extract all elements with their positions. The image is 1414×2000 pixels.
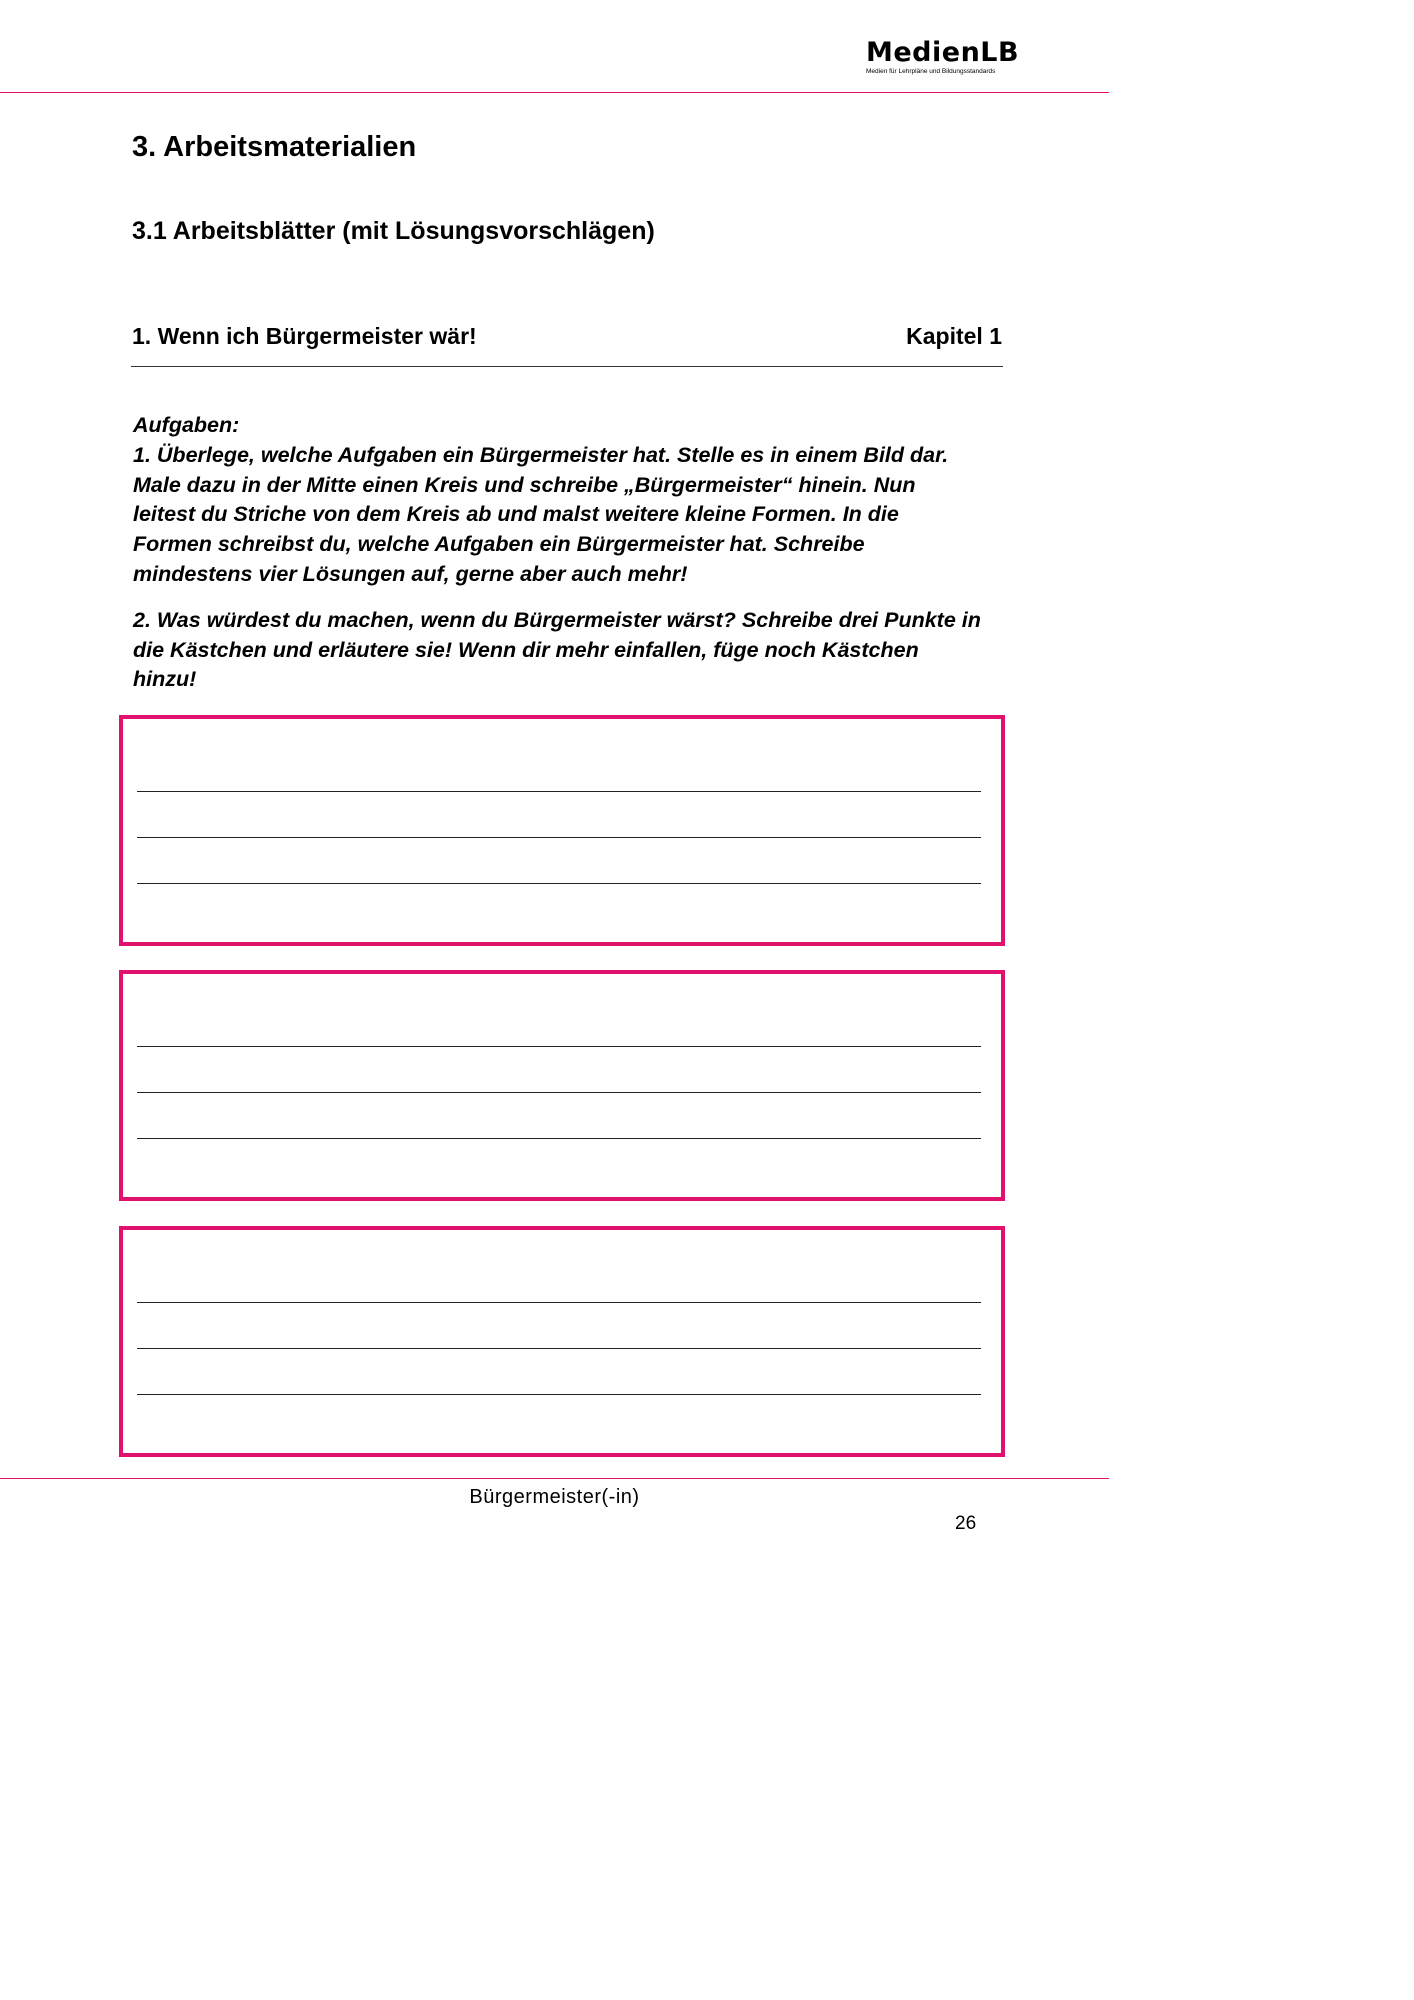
- writing-line[interactable]: [137, 1092, 981, 1093]
- header-divider: [0, 92, 1109, 93]
- worksheet-title: 1. Wenn ich Bürgermeister wär!: [132, 323, 477, 349]
- section-subtitle: 3.1 Arbeitsblätter (mit Lösungsvorschlägen): [132, 217, 655, 245]
- writing-line[interactable]: [137, 1302, 981, 1303]
- logo-name: MedienLB: [866, 37, 1020, 68]
- writing-line[interactable]: [137, 791, 981, 792]
- answer-box-2[interactable]: [119, 970, 1005, 1201]
- writing-line[interactable]: [137, 1046, 981, 1047]
- task-2-text: 2. Was würdest du machen, wenn du Bürgermeister wärst? Schreibe drei Punkte in die Kästchen und erläutere sie! Wenn dir mehr einfallen, füge noch Kästchen hinzu!: [133, 607, 981, 692]
- writing-line[interactable]: [137, 837, 981, 838]
- worksheet-divider: [131, 366, 1003, 367]
- answer-box-1[interactable]: [119, 715, 1005, 946]
- answer-box-3[interactable]: [119, 1226, 1005, 1457]
- writing-line[interactable]: [137, 1394, 981, 1395]
- writing-line[interactable]: [137, 1138, 981, 1139]
- task-instructions: [133, 411, 983, 695]
- logo-tagline: Medien für Lehrpläne und Bildungsstandards: [866, 68, 996, 75]
- logo: [866, 38, 1018, 76]
- section-title: 3. Arbeitsmaterialien: [132, 131, 417, 163]
- worksheet-header: [132, 323, 1002, 355]
- writing-line[interactable]: [137, 1348, 981, 1349]
- footer-title: Bürgermeister(-in): [469, 1486, 640, 1508]
- tasks-heading: Aufgaben:: [133, 413, 240, 437]
- page-number: 26: [955, 1513, 977, 1534]
- chapter-label: Kapitel 1: [906, 323, 1002, 349]
- task-1-text: 1. Überlege, welche Aufgaben ein Bürgermeister hat. Stelle es in einem Bild dar. Male dazu in der Mitte einen Kreis und schreibe „Bürgermeister“ hinein. Nun leitest du Striche von dem Kreis ab und malst weitere kleine Formen. In die Formen schreibst du, welche Aufgaben ein Bürgermeister hat. Schreibe mindestens vier Lösungen auf, gerne aber auch mehr!: [133, 442, 949, 586]
- footer-divider: [0, 1478, 1109, 1479]
- writing-line[interactable]: [137, 883, 981, 884]
